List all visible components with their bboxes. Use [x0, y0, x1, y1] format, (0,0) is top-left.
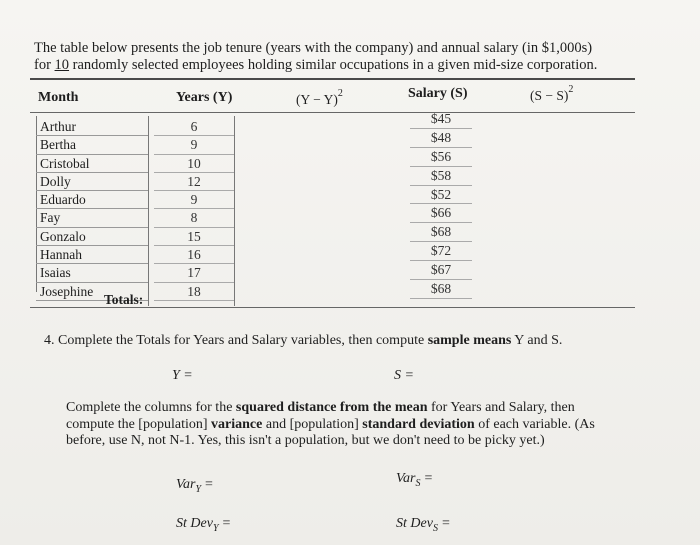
table-row-month: Isaias	[36, 264, 148, 282]
intro-text	[34, 40, 634, 74]
table-cell-salary: $56	[410, 148, 472, 167]
table-cell-years: 16	[154, 246, 234, 264]
table-row-month: Cristobal	[36, 155, 148, 173]
table-row-month: Fay	[36, 209, 148, 227]
table-cell-years: 18	[154, 283, 234, 301]
instructions-text-3: and [population]	[262, 416, 363, 432]
table-row-month: Dolly	[36, 173, 148, 191]
table-row-month: Bertha	[36, 136, 148, 154]
table-cell-years: 10	[154, 155, 234, 173]
instructions-bold-1: squared distance from the mean	[235, 400, 428, 415]
question-4-suffix: Y and S.	[511, 333, 563, 348]
table-cell-salary: $67	[410, 261, 472, 280]
table-cell-years: 17	[154, 264, 234, 282]
variance-salary-formula	[396, 471, 432, 489]
var-equals-y: =	[205, 477, 213, 492]
table-cell-salary: $58	[410, 167, 472, 186]
header-salary: Salary (S)	[408, 86, 468, 101]
stdev-equals-y: =	[222, 516, 231, 531]
table-row-month: Arthur	[36, 118, 148, 136]
mean-salary-formula: S =	[394, 368, 414, 383]
instructions-text-4: of each variable. (As before, use N, not N-1. Yes, this isn't a population, but we don't need to be picky yet.)	[66, 416, 595, 448]
years-column	[154, 118, 234, 301]
intro-line-1: The table below presents the job tenure (years with the company) and annual salary (in $1,000s)	[34, 40, 593, 56]
stdev-label-s: St Dev	[396, 516, 433, 531]
instructions-paragraph	[66, 400, 626, 450]
totals-label: Totals:	[104, 292, 144, 307]
table-row-month: Josephine	[36, 283, 148, 301]
var-label-s: Var	[396, 471, 416, 486]
table-cell-salary: $66	[410, 204, 472, 223]
table-cell-years: 12	[154, 173, 234, 191]
table-cell-years: 8	[154, 209, 234, 227]
table-top-rule	[30, 78, 635, 80]
table-row-month: Hannah	[36, 246, 148, 264]
stdev-salary-formula	[396, 516, 450, 534]
table-bottom-rule	[30, 307, 635, 308]
header-ydev-label: (Y − Y)	[296, 92, 338, 107]
intro-line-2-pre: for	[34, 57, 55, 73]
header-years-squared-deviation	[296, 88, 343, 108]
table-row-month: Gonzalo	[36, 228, 148, 246]
header-sdev-exponent: 2	[568, 84, 574, 95]
var-subscript-s: S	[415, 477, 421, 489]
table-cell-salary: $52	[410, 186, 472, 205]
stdev-label-y: St Dev	[176, 516, 213, 531]
header-years: Years (Y)	[176, 90, 233, 105]
table-cell-years: 15	[154, 228, 234, 246]
table-cell-years: 9	[154, 136, 234, 154]
stdev-subscript-s: S	[432, 522, 438, 534]
table-cell-salary: $48	[410, 129, 472, 148]
table-cell-years: 6	[154, 118, 234, 136]
stdev-equals-s: =	[441, 516, 450, 531]
instructions-bold-2: variance	[211, 416, 263, 432]
header-month: Month	[38, 90, 79, 105]
header-bottom-rule	[30, 112, 635, 113]
variance-years-formula	[176, 477, 213, 495]
month-column	[36, 118, 148, 301]
month-column-right-border	[148, 116, 149, 306]
intro-line-2	[34, 57, 634, 74]
var-subscript-y: Y	[195, 483, 202, 495]
table-cell-salary: $68	[410, 223, 472, 242]
intro-sample-size: 10	[54, 57, 70, 73]
table-cell-salary: $68	[410, 280, 472, 299]
salary-column	[410, 110, 472, 299]
instructions-text-1: Complete the columns for the	[66, 400, 236, 415]
instructions-text-2: for Years and Salary, then compute the [population]	[66, 400, 575, 432]
header-sdev-label: (S − S)	[530, 88, 569, 103]
years-column-right-border	[234, 116, 235, 306]
question-4	[44, 333, 562, 349]
table-cell-salary: $45	[410, 110, 472, 129]
question-4-bold: sample means	[427, 333, 512, 348]
question-4-prefix: 4. Complete the Totals for Years and Salary variables, then compute	[44, 333, 428, 348]
stdev-subscript-y: Y	[212, 522, 219, 534]
instructions-bold-3: standard deviation	[362, 416, 475, 432]
intro-line-2-post: randomly selected employees holding similar occupations in a given mid-size corporation.	[69, 57, 598, 73]
table-cell-years: 9	[154, 191, 234, 209]
table-row-month: Eduardo	[36, 191, 148, 209]
header-ydev-exponent: 2	[337, 88, 343, 99]
stdev-years-formula	[176, 516, 230, 534]
mean-years-formula: Y =	[172, 368, 193, 383]
var-equals-s: =	[424, 471, 433, 486]
header-salary-squared-deviation	[530, 84, 574, 104]
table-cell-salary: $72	[410, 242, 472, 261]
var-label-y: Var	[176, 477, 196, 492]
